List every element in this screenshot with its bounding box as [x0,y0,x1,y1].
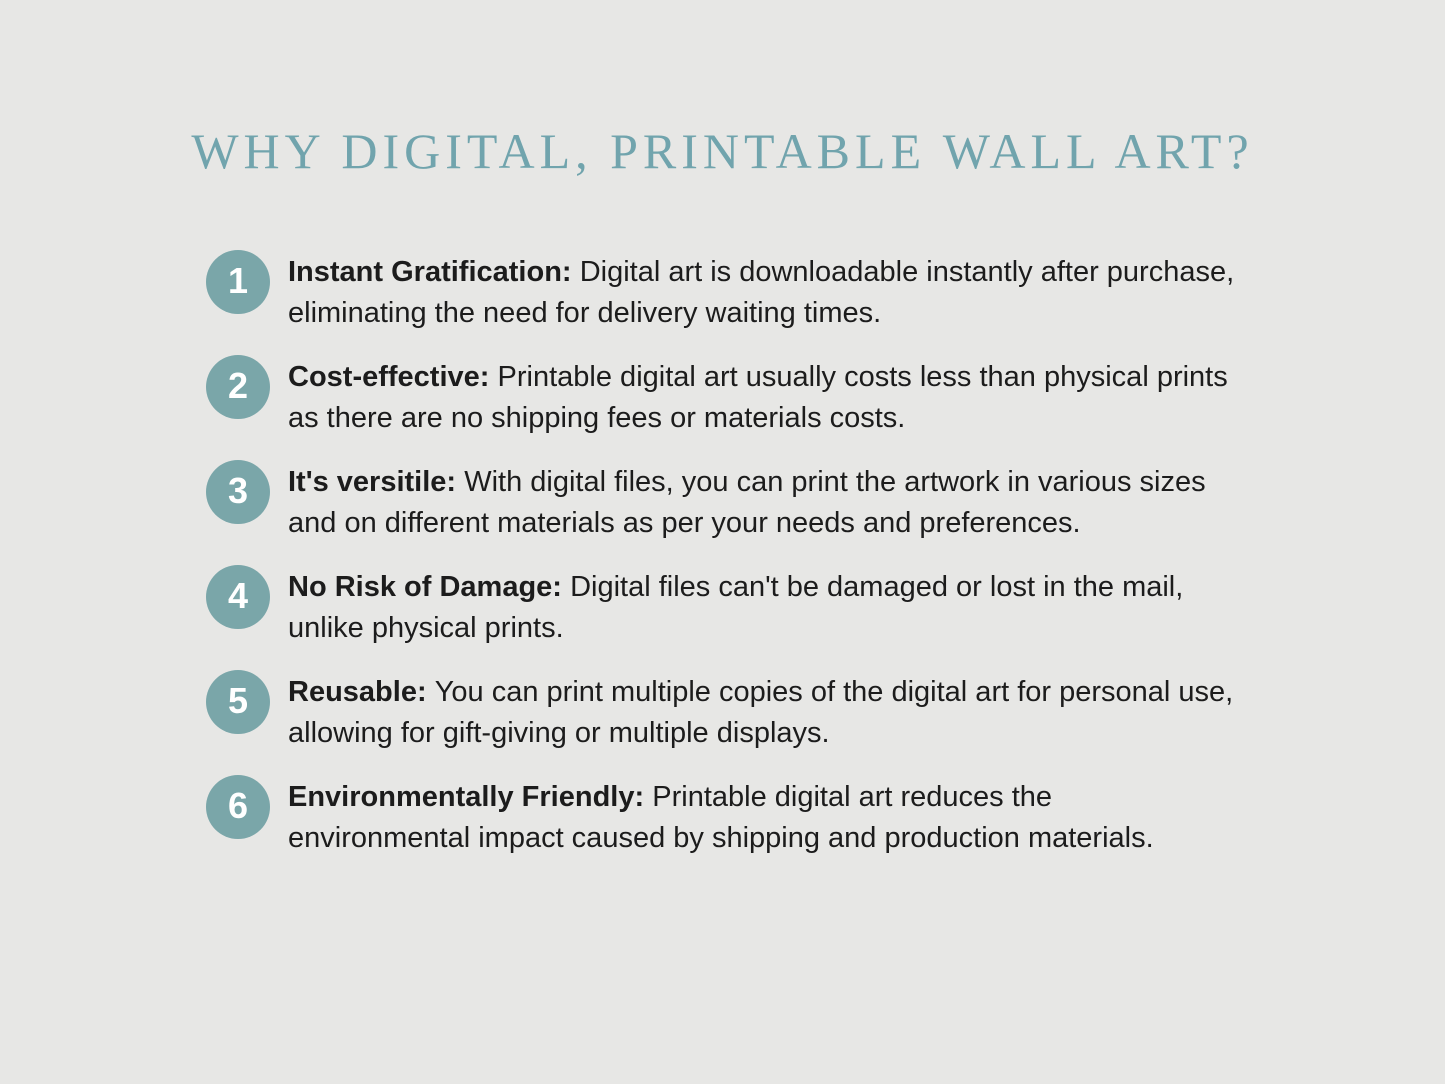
item-number: 5 [227,680,249,721]
item-description [288,355,1238,439]
item-description [288,250,1238,334]
item-body-text: Digital files can't be damaged or lost in the mail, unlike physical prints. [288,571,1184,644]
list-item [206,670,1246,754]
item-description [288,565,1238,649]
item-description [288,460,1238,544]
list-item [206,565,1246,649]
item-label: It's versitile: [288,466,457,498]
item-number-badge [206,565,270,629]
item-number-badge [206,460,270,524]
item-label: Cost-effective: [288,361,490,393]
item-number: 6 [227,785,249,826]
item-body-text: Digital art is downloadable instantly after purchase, eliminating the need for delivery waiting times. [288,256,1235,329]
list-item [206,460,1246,544]
item-body-text: Printable digital art reduces the environmental impact caused by shipping and production materials. [288,781,1154,854]
item-label: No Risk of Damage: [288,571,562,603]
item-description [288,775,1238,859]
item-number: 3 [227,470,249,511]
item-number-badge [206,670,270,734]
item-body-text: Printable digital art usually costs less than physical prints as there are no shipping fees or materials costs. [288,361,1228,434]
list-item [206,355,1246,439]
item-number-badge [206,355,270,419]
item-number: 2 [227,365,249,406]
item-label: Reusable: [288,676,427,708]
benefits-list [206,250,1246,859]
item-body-text: With digital files, you can print the artwork in various sizes and on different materials as per your needs and preferences. [288,466,1206,539]
item-description [288,670,1238,754]
item-number: 4 [227,575,249,616]
list-item [206,775,1246,859]
item-label: Environmentally Friendly: [288,781,645,813]
item-body-text: You can print multiple copies of the digital art for personal use, allowing for gift-giving or multiple displays. [288,676,1234,749]
item-number: 1 [227,260,249,301]
item-number-badge [206,775,270,839]
item-number-badge [206,250,270,314]
list-item [206,250,1246,334]
item-label: Instant Gratification: [288,256,572,288]
page-title: WHY DIGITAL, PRINTABLE WALL ART? [191,123,1254,179]
